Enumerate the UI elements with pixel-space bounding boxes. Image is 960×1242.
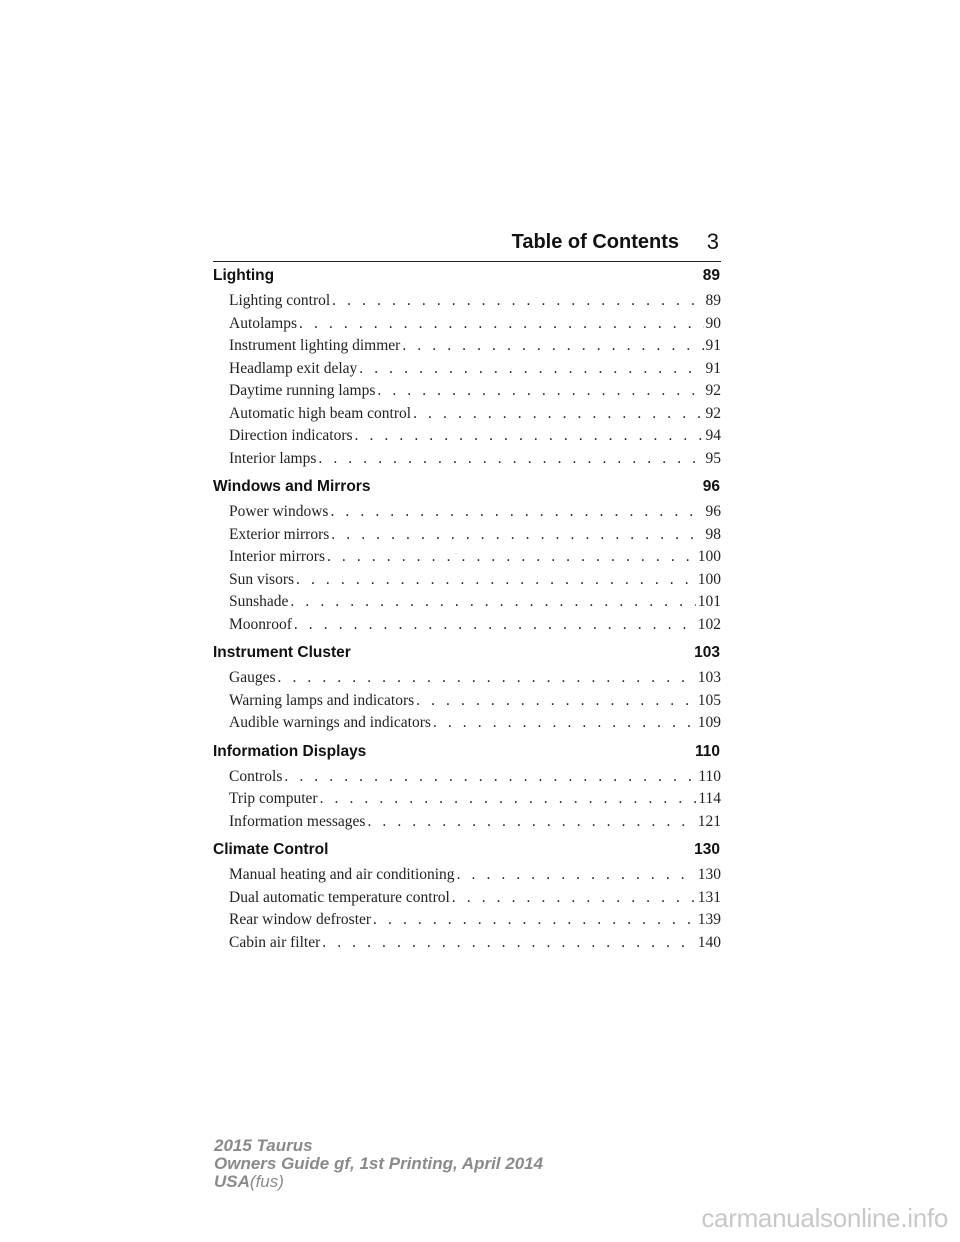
entry-page: 100 xyxy=(697,570,721,588)
entry-page: 110 xyxy=(698,767,721,785)
entry-page: 92 xyxy=(705,404,721,422)
toc-entry[interactable] xyxy=(213,292,721,315)
section-title: Climate Control xyxy=(213,841,329,858)
entry-page: 102 xyxy=(697,615,721,633)
toc-entry[interactable] xyxy=(213,337,721,360)
page-header xyxy=(213,228,721,262)
entry-page: 92 xyxy=(705,382,721,399)
entry-page: 139 xyxy=(697,911,721,928)
entry-label: Moonroof xyxy=(229,615,292,633)
entry-page: 90 xyxy=(705,314,721,332)
entry-label: Audible warnings and indicators xyxy=(229,714,431,731)
dot-leader xyxy=(278,669,696,687)
entry-label: Trip computer xyxy=(229,790,318,807)
section-title: Instrument Cluster xyxy=(213,644,351,661)
toc-section-heading[interactable] xyxy=(213,267,721,292)
toc-entry[interactable] xyxy=(213,768,721,791)
entry-label: Automatic high beam control xyxy=(229,404,412,422)
dot-leader xyxy=(402,337,703,355)
entry-page: 96 xyxy=(705,503,721,520)
entry-label: Autolamps xyxy=(229,314,298,332)
table-of-contents xyxy=(213,267,721,962)
document-footer xyxy=(214,1137,543,1191)
entry-label: Lighting control xyxy=(229,292,331,309)
dot-leader xyxy=(327,548,696,566)
entry-label: Manual heating and air conditioning xyxy=(229,866,455,883)
entry-page: 101 xyxy=(697,593,721,610)
entry-label: Warning lamps and indicators xyxy=(229,691,415,709)
entry-page: 109 xyxy=(697,714,721,731)
entry-label: Sun visors xyxy=(229,570,295,588)
dot-leader xyxy=(320,790,697,808)
section-title: Information Displays xyxy=(213,742,367,760)
entry-page: 131 xyxy=(697,888,721,906)
toc-section xyxy=(213,743,721,836)
entry-page: 130 xyxy=(697,866,721,883)
toc-entry[interactable] xyxy=(213,382,721,405)
toc-entry[interactable] xyxy=(213,427,721,450)
entry-page: 121 xyxy=(697,812,721,830)
page-title: Table of Contents xyxy=(511,231,679,253)
toc-entry[interactable] xyxy=(213,360,721,383)
dot-leader xyxy=(330,503,703,521)
footer-region-code: (fus) xyxy=(249,1172,284,1191)
entry-label: Direction indicators xyxy=(229,427,353,444)
toc-entry[interactable] xyxy=(213,503,721,526)
dot-leader xyxy=(294,616,696,634)
toc-entry[interactable] xyxy=(213,526,721,549)
toc-section-heading[interactable] xyxy=(213,478,721,503)
watermark: carmanualsonline.info xyxy=(701,1203,948,1233)
section-page: 103 xyxy=(694,644,720,661)
entry-page: 95 xyxy=(705,449,721,467)
footer-region xyxy=(214,1173,543,1191)
entry-label: Interior lamps xyxy=(229,449,317,467)
dot-leader xyxy=(452,889,696,907)
entry-page: 91 xyxy=(705,359,721,377)
dot-leader xyxy=(433,714,696,732)
dot-leader xyxy=(290,593,695,611)
entry-label: Headlamp exit delay xyxy=(229,359,358,377)
dot-leader xyxy=(457,866,696,884)
footer-country: USA xyxy=(214,1172,250,1191)
entry-label: Power windows xyxy=(229,503,329,520)
page-number: 3 xyxy=(706,229,719,254)
toc-entry[interactable] xyxy=(213,315,721,338)
entry-label: Rear window defroster xyxy=(229,911,372,928)
section-page: 89 xyxy=(702,267,720,284)
toc-section xyxy=(213,267,721,472)
toc-entry[interactable] xyxy=(213,790,721,813)
entry-page: 89 xyxy=(705,292,721,309)
dot-leader xyxy=(331,526,703,544)
section-page: 96 xyxy=(702,478,720,495)
dot-leader xyxy=(359,360,703,378)
dot-leader xyxy=(332,292,703,310)
section-page: 130 xyxy=(694,841,720,858)
toc-entry[interactable] xyxy=(213,911,721,934)
dot-leader xyxy=(413,405,703,423)
entry-label: Exterior mirrors xyxy=(229,525,330,543)
toc-section-heading[interactable] xyxy=(213,644,721,669)
footer-printing: Owners Guide gf, 1st Printing, April 2014 xyxy=(214,1154,544,1173)
entry-label: Gauges xyxy=(229,669,276,686)
dot-leader xyxy=(318,450,703,468)
toc-entry[interactable] xyxy=(213,548,721,571)
entry-label: Instrument lighting dimmer xyxy=(229,337,401,354)
dot-leader xyxy=(284,768,696,786)
section-title: Windows and Mirrors xyxy=(213,478,371,495)
entry-page: 100 xyxy=(697,548,721,565)
entry-page: 103 xyxy=(697,669,721,686)
toc-entry[interactable] xyxy=(213,692,721,715)
toc-entry[interactable] xyxy=(213,714,721,737)
toc-entry[interactable] xyxy=(213,616,721,639)
toc-entry[interactable] xyxy=(213,405,721,428)
dot-leader xyxy=(355,427,704,445)
toc-section xyxy=(213,478,721,638)
dot-leader xyxy=(367,813,695,831)
toc-entry[interactable] xyxy=(213,450,721,473)
toc-section-heading[interactable] xyxy=(213,743,721,768)
toc-entry[interactable] xyxy=(213,934,721,957)
entry-label: Cabin air filter xyxy=(229,933,321,951)
toc-entry[interactable] xyxy=(213,866,721,889)
toc-section xyxy=(213,841,721,956)
entry-label: Dual automatic temperature control xyxy=(229,888,450,906)
dot-leader xyxy=(299,315,703,333)
dot-leader xyxy=(377,382,703,400)
entry-label: Daytime running lamps xyxy=(229,382,376,399)
entry-label: Information messages xyxy=(229,812,366,830)
entry-label: Interior mirrors xyxy=(229,548,325,565)
toc-entry[interactable] xyxy=(213,889,721,912)
dot-leader xyxy=(296,571,696,589)
toc-entry[interactable] xyxy=(213,571,721,594)
section-page: 110 xyxy=(694,742,720,760)
dot-leader xyxy=(416,692,696,710)
dot-leader xyxy=(373,911,696,929)
toc-section xyxy=(213,644,721,737)
entry-page: 94 xyxy=(705,427,721,444)
entry-page: 98 xyxy=(705,525,721,543)
toc-entry[interactable] xyxy=(213,669,721,692)
dot-leader xyxy=(322,934,696,952)
entry-page: 140 xyxy=(697,933,721,951)
entry-label: Sunshade xyxy=(229,593,289,610)
entry-label: Controls xyxy=(229,767,283,785)
entry-page: 105 xyxy=(697,691,721,709)
toc-entry[interactable] xyxy=(213,813,721,836)
entry-page: 91 xyxy=(705,337,721,354)
entry-page: 114 xyxy=(698,790,721,807)
toc-entry[interactable] xyxy=(213,593,721,616)
footer-model: 2015 Taurus xyxy=(214,1136,313,1155)
toc-section-heading[interactable] xyxy=(213,841,721,866)
section-title: Lighting xyxy=(213,267,275,284)
